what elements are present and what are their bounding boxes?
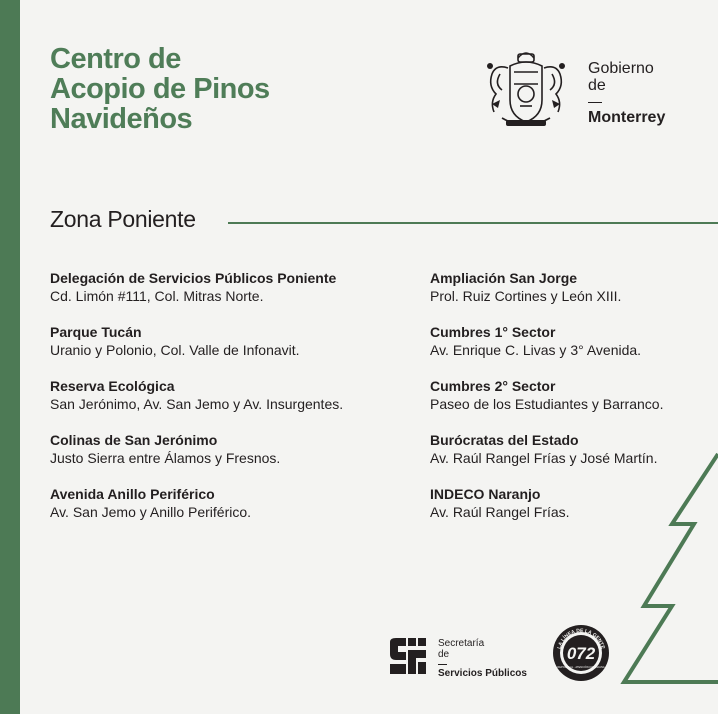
- title-line-3: Navideños: [50, 103, 193, 135]
- left-accent-bar: [0, 0, 20, 714]
- location-name: Avenida Anillo Periférico: [50, 486, 215, 502]
- location-entry: [50, 485, 410, 521]
- badge-number: 072: [566, 644, 596, 663]
- location-name: Parque Tucán: [50, 324, 142, 340]
- page-title: [50, 44, 270, 134]
- location-entry: [50, 377, 410, 413]
- location-name: Burócratas del Estado: [430, 432, 579, 448]
- location-entry: [430, 377, 710, 413]
- location-address: Av. San Jemo y Anillo Periférico.: [50, 504, 252, 520]
- left-location-list: [50, 269, 410, 539]
- ssp-emblem-icon: [388, 636, 428, 676]
- gov-line-1: Gobierno: [588, 60, 654, 77]
- secretaria-servicios-publicos-logo: [388, 636, 528, 682]
- location-name: Ampliación San Jorge: [430, 270, 578, 286]
- monterrey-coat-of-arms-icon: [478, 44, 574, 136]
- ssp-text: [438, 638, 527, 679]
- location-name: Cumbres 2° Sector: [430, 378, 556, 394]
- location-name: Delegación de Servicios Públicos Poniente: [50, 270, 337, 286]
- location-name: Reserva Ecológica: [50, 378, 175, 394]
- ssp-line-1: Secretaría: [438, 638, 485, 649]
- title-line-1: Centro de: [50, 43, 181, 75]
- title-line-2: Acopio de Pinos: [50, 73, 270, 105]
- government-of-monterrey-logo: [588, 60, 665, 126]
- location-address: Av. Raúl Rangel Frías y José Martín.: [430, 450, 658, 466]
- line-072-badge-icon: [552, 624, 610, 682]
- gov-divider: [588, 102, 602, 103]
- location-entry: [50, 323, 410, 359]
- zone-heading: Zona Poniente: [50, 206, 196, 232]
- location-name: INDECO Naranjo: [430, 486, 541, 502]
- location-name: Colinas de San Jerónimo: [50, 432, 218, 448]
- gov-city: Monterrey: [588, 109, 666, 126]
- ssp-line-3: Servicios Públicos: [438, 668, 527, 679]
- location-address: Cd. Limón #111, Col. Mitras Norte.: [50, 288, 264, 304]
- location-address: Prol. Ruiz Cortines y León XIII.: [430, 288, 622, 304]
- location-address: Av. Raúl Rangel Frías.: [430, 504, 570, 520]
- badge-arc-text: LA LÍNEA DE LA GENTE: [556, 627, 606, 650]
- gov-line-2: de: [588, 77, 606, 94]
- location-entry: [430, 269, 710, 305]
- location-address: Paseo de los Estudiantes y Barranco.: [430, 396, 664, 412]
- location-address: Justo Sierra entre Álamos y Fresnos.: [50, 450, 281, 466]
- location-entry: [430, 323, 710, 359]
- ssp-divider: [438, 664, 447, 665]
- location-name: Cumbres 1° Sector: [430, 324, 556, 340]
- zone-divider-line: [228, 222, 718, 224]
- location-address: Av. Enrique C. Livas y 3° Avenida.: [430, 342, 642, 358]
- location-address: Uranio y Polonio, Col. Valle de Infonavit.: [50, 342, 300, 358]
- ssp-line-2: de: [438, 649, 450, 660]
- location-address: San Jerónimo, Av. San Jemo y Av. Insurgentes.: [50, 396, 344, 412]
- badge-caption: REPORTA AL · ATENCIÓN CIUDADANA: [557, 666, 605, 669]
- location-entry: [50, 269, 410, 305]
- pine-tree-outline-icon: [620, 450, 718, 714]
- location-entry: [50, 431, 410, 467]
